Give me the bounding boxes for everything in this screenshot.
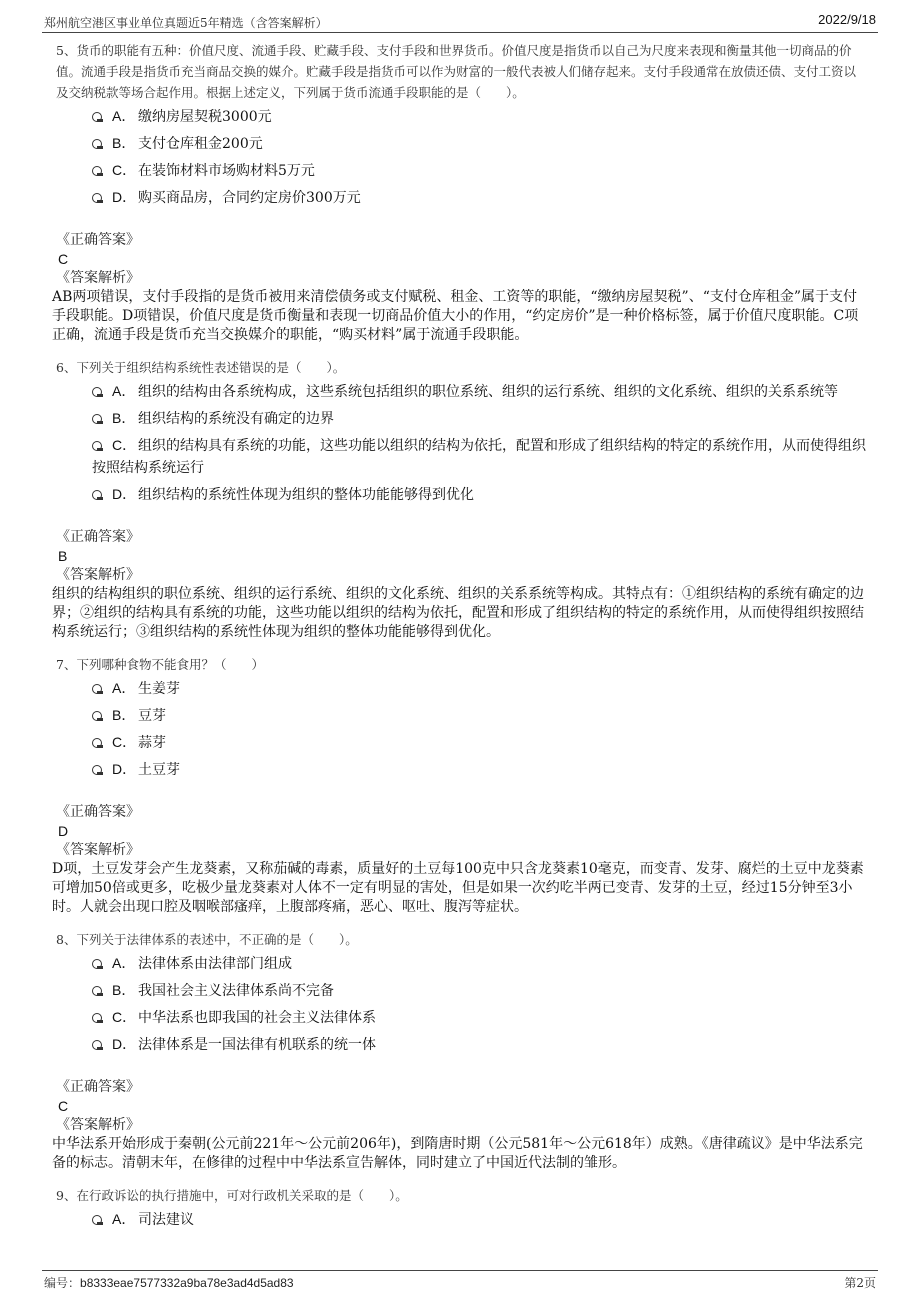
option-letter: A． bbox=[112, 1211, 136, 1227]
option-d[interactable] bbox=[92, 1033, 868, 1056]
option-text: 支付仓库租金200元 bbox=[138, 136, 263, 152]
option-d[interactable] bbox=[92, 483, 868, 506]
option-letter: C． bbox=[112, 734, 137, 750]
option-a[interactable] bbox=[92, 1208, 868, 1231]
explanation-label: 《答案解析》 bbox=[56, 270, 140, 286]
option-a[interactable] bbox=[92, 677, 868, 700]
question-9 bbox=[56, 1185, 868, 1231]
option-text: 司法建议 bbox=[138, 1212, 194, 1228]
option-text: 购买商品房，合同约定房价300万元 bbox=[138, 190, 361, 206]
radio-icon[interactable] bbox=[92, 1040, 102, 1050]
option-list bbox=[92, 380, 868, 506]
option-b[interactable] bbox=[92, 704, 868, 727]
question-8 bbox=[52, 929, 868, 1173]
option-c[interactable] bbox=[92, 434, 868, 479]
option-letter: C． bbox=[112, 437, 137, 453]
option-text: 缴纳房屋契税3000元 bbox=[138, 109, 272, 125]
radio-icon[interactable] bbox=[92, 490, 102, 500]
option-letter: A． bbox=[112, 955, 136, 971]
option-letter: C． bbox=[112, 1009, 137, 1025]
option-b[interactable] bbox=[92, 979, 868, 1002]
question-stem: 5、货币的职能有五种：价值尺度、流通手段、贮藏手段、支付手段和世界货币。价值尺度是指货币以自己为尺度来表现和衡量其他一切商品的价值。流通手段是指货币充当商品交换的媒介。贮藏手段是指货币可以作为财富的一般代表被人们储存起来。支付手段通常在放债还债、支付工资以及交纳税款等场合起作用。根据上述定义，下列属于货币流通手段职能的是（ ）。 bbox=[56, 43, 857, 100]
option-letter: B． bbox=[112, 982, 136, 998]
radio-icon[interactable] bbox=[92, 112, 102, 122]
option-b[interactable] bbox=[92, 132, 868, 155]
option-d[interactable] bbox=[92, 186, 868, 209]
question-6 bbox=[52, 357, 868, 642]
option-letter: C． bbox=[112, 162, 137, 178]
option-text: 土豆芽 bbox=[138, 762, 180, 778]
explanation-text: 中华法系开始形成于秦朝(公元前221年～公元前206年)，到隋唐时期（公元581年～公元618年）成熟。《唐律疏议》是中华法系完备的标志。清朝末年，在修律的过程中中华法系宣告解体，同时建立了中国近代法制的雏形。 bbox=[52, 1136, 863, 1171]
question-7 bbox=[52, 654, 868, 917]
option-letter: B． bbox=[112, 135, 136, 151]
radio-icon[interactable] bbox=[92, 711, 102, 721]
radio-icon[interactable] bbox=[92, 414, 102, 424]
explanation-text: AB两项错误，支付手段指的是货币被用来清偿债务或支付赋税、租金、工资等的职能，“缴纳房屋契税”、“支付仓库租金”属于支付手段职能。D项错误，价值尺度是货币衡量和表现一切商品价值大小的作用，“约定房价”是一种价格标签，属于价值尺度职能。C项正确，流通手段是货币充当交换媒介的职能，“购买材料”属于流通手段职能。 bbox=[52, 289, 859, 343]
option-a[interactable] bbox=[92, 952, 868, 975]
option-letter: D． bbox=[112, 761, 137, 777]
option-text: 组织结构的系统没有确定的边界 bbox=[138, 411, 334, 427]
option-letter: B． bbox=[112, 707, 136, 723]
question-stem: 6、下列关于组织结构系统性表述错误的是（ ）。 bbox=[56, 360, 346, 375]
question-stem: 8、下列关于法律体系的表述中，不正确的是（ ）。 bbox=[56, 932, 358, 947]
answer-block bbox=[52, 231, 868, 345]
page-number: 第2页 bbox=[844, 1276, 876, 1290]
option-list bbox=[92, 1208, 868, 1231]
question-5 bbox=[52, 40, 868, 345]
radio-icon[interactable] bbox=[92, 738, 102, 748]
option-letter: A． bbox=[112, 383, 136, 399]
radio-icon[interactable] bbox=[92, 166, 102, 176]
document-code bbox=[44, 1274, 294, 1291]
answer-label: 《正确答案》 bbox=[56, 1079, 140, 1095]
radio-icon[interactable] bbox=[92, 959, 102, 969]
option-text: 法律体系是一国法律有机联系的统一体 bbox=[138, 1037, 376, 1053]
radio-icon[interactable] bbox=[92, 684, 102, 694]
document-title: 郑州航空港区事业单位真题近5年精选（含答案解析） bbox=[44, 16, 328, 30]
option-list bbox=[92, 105, 868, 209]
option-text: 中华法系也即我国的社会主义法律体系 bbox=[138, 1010, 376, 1026]
explanation-label: 《答案解析》 bbox=[56, 842, 140, 858]
code-value: b8333eae7577332a9ba78e3ad4d5ad83 bbox=[80, 1276, 294, 1290]
explanation-label: 《答案解析》 bbox=[56, 1117, 140, 1133]
option-c[interactable] bbox=[92, 731, 868, 754]
option-d[interactable] bbox=[92, 758, 868, 781]
correct-answer: D bbox=[58, 823, 69, 839]
option-list bbox=[92, 677, 868, 781]
page-header bbox=[42, 12, 878, 33]
answer-label: 《正确答案》 bbox=[56, 232, 140, 248]
question-stem: 9、在行政诉讼的执行措施中，可对行政机关采取的是（ ）。 bbox=[56, 1188, 408, 1203]
option-text: 豆芽 bbox=[138, 708, 166, 724]
option-text: 生姜芽 bbox=[138, 681, 180, 697]
option-text: 蒜芽 bbox=[138, 735, 166, 751]
option-letter: B． bbox=[112, 410, 136, 426]
explanation-text: 组织的结构组织的职位系统、组织的运行系统、组织的文化系统、组织的关系系统等构成。其特点有：①组织结构的系统有确定的边界；②组织的结构具有系统的功能，这些功能以组织的结构为依托，配置和形成了组织结构的特定的系统作用，从而使得组织按照结构系统运行；③组织结构的系统性体现为组织的整体功能能够得到优化。 bbox=[52, 586, 864, 640]
option-text: 组织的结构具有系统的功能，这些功能以组织的结构为依托，配置和形成了组织结构的特定的系统作用，从而使得组织按照结构系统运行 bbox=[92, 438, 866, 476]
option-b[interactable] bbox=[92, 407, 868, 430]
document-date: 2022/9/18 bbox=[818, 12, 876, 27]
option-c[interactable] bbox=[92, 1006, 868, 1029]
question-stem: 7、下列哪种食物不能食用？（ ） bbox=[56, 657, 264, 672]
radio-icon[interactable] bbox=[92, 1013, 102, 1023]
page-footer bbox=[42, 1270, 878, 1291]
code-label: 编号： bbox=[44, 1276, 81, 1290]
answer-label: 《正确答案》 bbox=[56, 804, 140, 820]
option-letter: D． bbox=[112, 189, 137, 205]
correct-answer: B bbox=[58, 548, 68, 564]
option-text: 在装饰材料市场购材料5万元 bbox=[138, 163, 315, 179]
option-list bbox=[92, 952, 868, 1056]
answer-block bbox=[52, 528, 868, 642]
correct-answer: C bbox=[58, 1098, 69, 1114]
option-letter: A． bbox=[112, 108, 136, 124]
option-a[interactable] bbox=[92, 105, 868, 128]
option-letter: A． bbox=[112, 680, 136, 696]
option-text: 组织的结构由各系统构成，这些系统包括组织的职位系统、组织的运行系统、组织的文化系统、组织的关系系统等 bbox=[138, 384, 838, 400]
answer-block bbox=[52, 1078, 868, 1173]
option-text: 我国社会主义法律体系尚不完备 bbox=[138, 983, 334, 999]
correct-answer: C bbox=[58, 251, 69, 267]
radio-icon[interactable] bbox=[92, 1215, 102, 1225]
radio-icon[interactable] bbox=[92, 193, 102, 203]
option-text: 组织结构的系统性体现为组织的整体功能能够得到优化 bbox=[138, 487, 474, 503]
radio-icon[interactable] bbox=[92, 765, 102, 775]
page-content bbox=[52, 40, 868, 1243]
option-letter: D． bbox=[112, 1036, 137, 1052]
option-text: 法律体系由法律部门组成 bbox=[138, 956, 292, 972]
radio-icon[interactable] bbox=[92, 387, 102, 397]
option-a[interactable] bbox=[92, 380, 868, 403]
radio-icon[interactable] bbox=[92, 441, 102, 451]
answer-block bbox=[52, 803, 868, 917]
option-c[interactable] bbox=[92, 159, 868, 182]
option-letter: D． bbox=[112, 486, 137, 502]
radio-icon[interactable] bbox=[92, 139, 102, 149]
radio-icon[interactable] bbox=[92, 986, 102, 996]
explanation-text: D项，土豆发芽会产生龙葵素，又称茄碱的毒素，质量好的土豆每100克中只含龙葵素10毫克，而变青、发芽、腐烂的土豆中龙葵素可增加50倍或更多，吃极少量龙葵素对人体不一定有明显的害处，但是如果一次约吃半两已变青、发芽的土豆，经过15分钟至3小时。人就会出现口腔及咽喉部瘙痒，上腹部疼痛，恶心、呕吐、腹泻等症状。 bbox=[52, 861, 864, 915]
explanation-label: 《答案解析》 bbox=[56, 567, 140, 583]
answer-label: 《正确答案》 bbox=[56, 529, 140, 545]
